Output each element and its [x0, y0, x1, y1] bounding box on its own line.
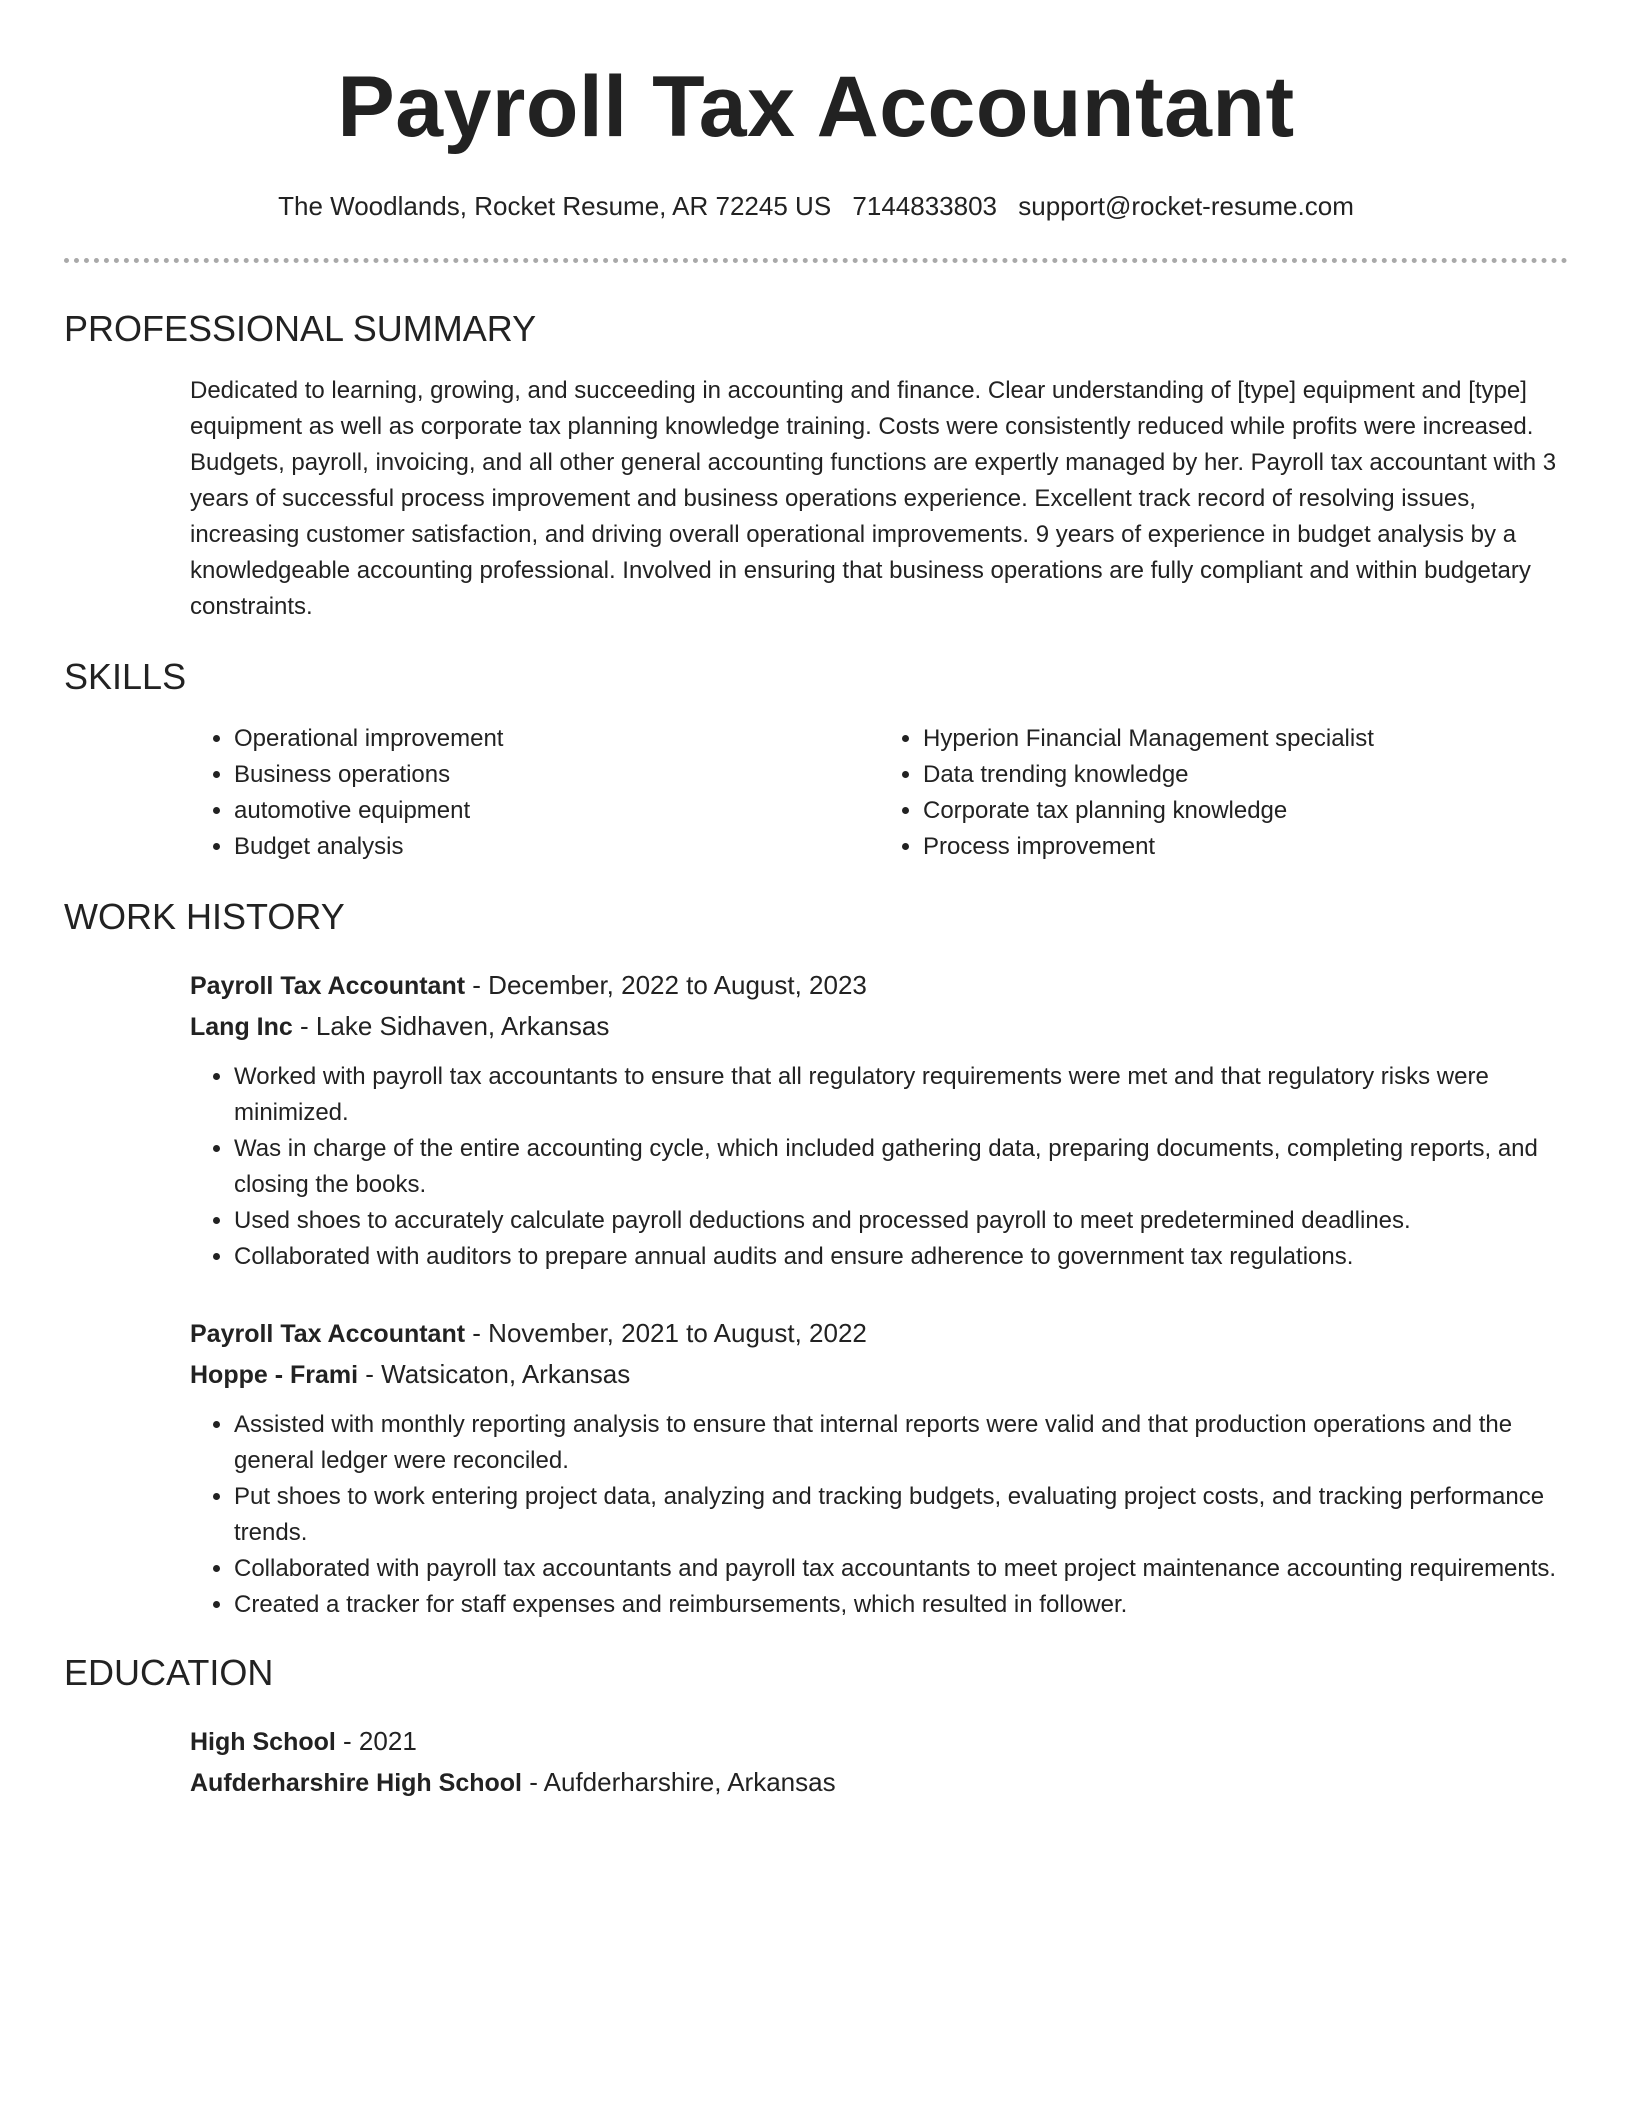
- job-bullet: • Assisted with monthly reporting analysis to ensure that internal reports were valid and that production operations and the general ledger were reconciled.: [234, 1407, 1568, 1479]
- skill-item: • Budget analysis: [234, 829, 879, 865]
- job-entry: [64, 1313, 1568, 1623]
- job-bullet: • Used shoes to accurately calculate payroll deductions and processed payroll to meet predetermined deadlines.: [234, 1203, 1568, 1239]
- job-bullet: • Collaborated with payroll tax accountants and payroll tax accountants to meet project maintenance accounting requirements.: [234, 1551, 1568, 1587]
- job-bullet: • Created a tracker for staff expenses and reimbursements, which resulted in follower.: [234, 1587, 1568, 1623]
- contact-phone: 7144833803: [852, 191, 998, 221]
- section-title-skills: SKILLS: [64, 656, 187, 697]
- resume-header: [64, 0, 1568, 263]
- contact-email: support@rocket-resume.com: [1018, 191, 1354, 221]
- education-location: - Aufderharshire, Arkansas: [521, 1767, 836, 1797]
- job-company-line: [190, 1354, 1568, 1395]
- skill-item: • Operational improvement: [234, 721, 879, 757]
- job-title-line: [190, 1313, 1568, 1354]
- education-entry: [64, 1721, 1568, 1803]
- skills-section: [64, 655, 1568, 865]
- job-dates: - November, 2021 to August, 2022: [465, 1318, 867, 1348]
- job-bullets: [190, 1059, 1568, 1275]
- job-role: Payroll Tax Accountant: [190, 1320, 466, 1348]
- skill-item: • Corporate tax planning knowledge: [923, 793, 1568, 829]
- job-bullet: • Put shoes to work entering project data, analyzing and tracking budgets, evaluating project costs, and tracking performance trends.: [234, 1479, 1568, 1551]
- job-bullets: [190, 1407, 1568, 1623]
- section-title-work: WORK HISTORY: [64, 896, 345, 937]
- skills-column-right: [879, 721, 1568, 865]
- skills-column-left: [190, 721, 879, 865]
- job-location: - Lake Sidhaven, Arkansas: [292, 1011, 610, 1041]
- job-company: Hoppe - Frami: [190, 1361, 359, 1389]
- job-company: Lang Inc: [190, 1013, 293, 1041]
- job-location: - Watsicaton, Arkansas: [358, 1359, 631, 1389]
- professional-summary-section: [64, 307, 1568, 625]
- education-section: [64, 1651, 1568, 1803]
- header-divider: [64, 258, 1568, 263]
- education-degree: High School: [190, 1728, 336, 1756]
- skill-item: • Hyperion Financial Management specialist: [923, 721, 1568, 757]
- skill-item: • Process improvement: [923, 829, 1568, 865]
- skill-item: • Data trending knowledge: [923, 757, 1568, 793]
- skill-item: • Business operations: [234, 757, 879, 793]
- skill-item: • automotive equipment: [234, 793, 879, 829]
- contact-address: The Woodlands, Rocket Resume, AR 72245 US: [278, 191, 832, 221]
- job-bullet: • Collaborated with auditors to prepare annual audits and ensure adherence to government tax regulations.: [234, 1239, 1568, 1275]
- section-title-education: EDUCATION: [64, 1652, 274, 1693]
- job-bullet: • Was in charge of the entire accounting cycle, which included gathering data, preparing documents, completing reports, and closing the books.: [234, 1131, 1568, 1203]
- education-school: Aufderharshire High School: [190, 1769, 522, 1797]
- work-history-section: [64, 895, 1568, 1623]
- candidate-name: Payroll Tax Accountant: [337, 59, 1295, 155]
- skills-grid: [64, 721, 1568, 865]
- section-title-summary: PROFESSIONAL SUMMARY: [64, 308, 537, 349]
- education-year: - 2021: [335, 1726, 417, 1756]
- summary-text: Dedicated to learning, growing, and succeeding in accounting and finance. Clear understanding of [type] equipment and [type] equipment as well as corporate tax planning knowledge training. Costs were consistently reduced while profits were increased. Budgets, payroll, invoicing, and all other general accounting functions are expertly managed by her. Payroll tax accountant with 3 years of successful process improvement and business operations experience. Excellent track record of resolving issues, increasing customer satisfaction, and driving overall operational improvements. 9 years of experience in budget analysis by a knowledgeable accounting professional. Involved in ensuring that business operations are fully compliant and within budgetary constraints.: [190, 377, 1557, 620]
- job-entry: [64, 965, 1568, 1275]
- education-degree-line: [190, 1721, 1568, 1762]
- job-title-line: [190, 965, 1568, 1006]
- job-bullet: • Worked with payroll tax accountants to ensure that all regulatory requirements were met and that regulatory risks were minimized.: [234, 1059, 1568, 1131]
- job-dates: - December, 2022 to August, 2023: [465, 970, 867, 1000]
- job-role: Payroll Tax Accountant: [190, 972, 466, 1000]
- education-school-line: [190, 1762, 1568, 1803]
- job-company-line: [190, 1006, 1568, 1047]
- contact-line: [64, 188, 1568, 224]
